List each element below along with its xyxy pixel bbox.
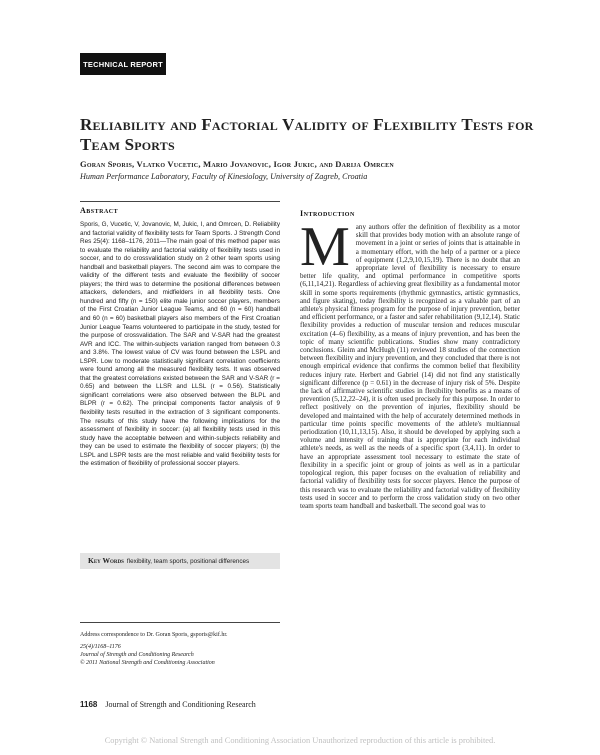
introduction-body: any authors offer the definition of flexibility as a motor skill that provides body motion with an absolute range of movement in a joint or series of joints that is attainable in a momentary effort, with the help of a partner or a piece of equipment (1,2,9,10,15,19). There is no doubt that an appropriate level of flexibility is necessary to ensure better life quality, and optimal performance in competitive sports (6,11,14,21). Regardless of achieving great flexibility as a fundamental motor skill in some sports requirements (rhythmic gymnastics, artistic gymnastics, and figure skating), today flexibility is recognized as a valuable part of an athlete's physical fitness program for the purpose of injury prevention, better and efficient performance, or a faster and safer rehabilitation (9,12,14). Static flexibility provides a reduction of muscular tension and reduces muscular excitation (4–6) flexibility, as a means of injury prevention, and has been the topic of many scientific publications. Studies show many contradictory conclusions. Gleim and McHugh (11) reviewed 18 studies of the connection between flexibility and injury prevention, and they concluded that there is not enough empirical evidence that confirms the common belief that flexibility reduces injury rate. Herbert and Gabriel (14) did not find any statistically significant difference (p = 0.61) in the decrease of injury risk of 5%. Despite the lack of affirmative scientific studies in flexibility benefits as a means of prevention (5,12,22–24), it is often used precisely for this purpose. In order to reflect positively on the prevention of injuries, flexibility should be developed and maintained with the help of accurately determined methods in particular time points specific movements of the athlete's multiannual periodization (10,11,13,15). Also, it should be developed by applying such a volume and intensity of training that is appropriate for each individual athlete's needs, as well as the needs of a specific sport (3,4,11). In order to have an appropriate assessment tool necessary to estimate the state of flexibility in a specific joint or group of joints as well as in a particular topological region, this paper focuses on the evaluation of reliability and factorial validity of flexibility tests for soccer players. Hence the purpose of this research was to evaluate the reliability and factorial validity of flexibility tests used in soccer and to perform the cross validation study on two other team sports team handball and basketball. The second goal was to [300, 223, 520, 510]
introduction-text [300, 216, 520, 510]
abstract-top-rule [80, 201, 280, 202]
article-authors: Goran Sporis, Vlatko Vucetic, Mario Jovanovic, Igor Jukic, and Darija Omrcen [80, 159, 394, 169]
keywords-text: flexibility, team sports, positional differences [126, 558, 250, 565]
correspondence-rule [80, 622, 280, 623]
article-affiliation: Human Performance Laboratory, Faculty of Kinesiology, University of Zagreb, Croatia [80, 172, 368, 181]
section-badge: TECHNICAL REPORT [80, 53, 166, 75]
correspondence-copyright: © 2011 National Strength and Conditioning Association [80, 660, 215, 666]
page-footer [80, 700, 256, 709]
keywords-box [80, 553, 280, 569]
footer-journal: Journal of Strength and Conditioning Research [105, 700, 256, 709]
dropcap: M [300, 216, 350, 278]
keywords-label: Key Words [88, 556, 124, 565]
page-number: 1168 [80, 700, 98, 709]
introduction-heading: Introduction [300, 209, 355, 218]
abstract-heading: Abstract [80, 206, 119, 215]
abstract-text: Sporis, G, Vucetic, V, Jovanovic, M, Jukic, I, and Omrcen, D. Reliability and factorial validity of flexibility tests for Team Sports. J Strength Cond Res 25(4): 1168–1176, 2011—The main goal of this method paper was to evaluate the reliability and factorial validity of flexibility tests used in soccer, and to do crossvalidation study on 2 other team sports using handball and basketball players. The second aim was to compare the validity of the different tests and evaluate the flexibility of soccer players; the third was to determine the positional differences between attackers, defenders, and midfielders in all flexibility tests. One hundred and fifty (n = 150) elite male junior soccer players, members of the First Croatian Junior League Teams, and 60 (n = 60) handball and 60 (n = 60) basketball players also members of the First Croatian Junior League Teams volunteered to participate in the study, tested for the purpose of crossvalidation. The SAR and V-SAR had the greatest AVR and ICC. The within-subjects variation ranged from between 0.3 and 3.8%. The lowest value of CV was found between the LSPL and LSPR. Low to moderate statistically significant correlation coefficients were found among all the measured flexibility tests. It was observed that the greatest correlations existed between the SAR and V-SAR (r = 0.65) and between the LLSR and LLSL (r = 0.56). Statistically significant correlations were also observed between the BLPL and BLPR (r = 0.62). The principal components factor analysis of 9 flexibility tests resulted in the extraction of 3 significant components. The results of this study have the following implications for the assessment of flexibility in soccer: (a) all flexibility tests used in this study have the acceptable between and within-subjects reliability and they can be used to estimate the flexibility of soccer players; (b) the LSPL and LSPR tests are the most reliable and valid flexibility tests for the estimation of flexibility of professional soccer players. [80, 221, 280, 468]
copyright-watermark: Copyright © National Strength and Conditioning Association Unauthorized reproduction of this article is prohibited. [104, 736, 496, 745]
correspondence-journal: Journal of Strength and Conditioning Research [80, 652, 194, 658]
correspondence-address: Address correspondence to Dr. Goran Sporis, gsporis@kif.hr. [80, 632, 228, 638]
correspondence-block [80, 631, 290, 667]
correspondence-volume: 25(4)/1168–1176 [80, 644, 121, 650]
article-title: Reliability and Factorial Validity of Flexibility Tests for Team Sports [80, 115, 534, 154]
